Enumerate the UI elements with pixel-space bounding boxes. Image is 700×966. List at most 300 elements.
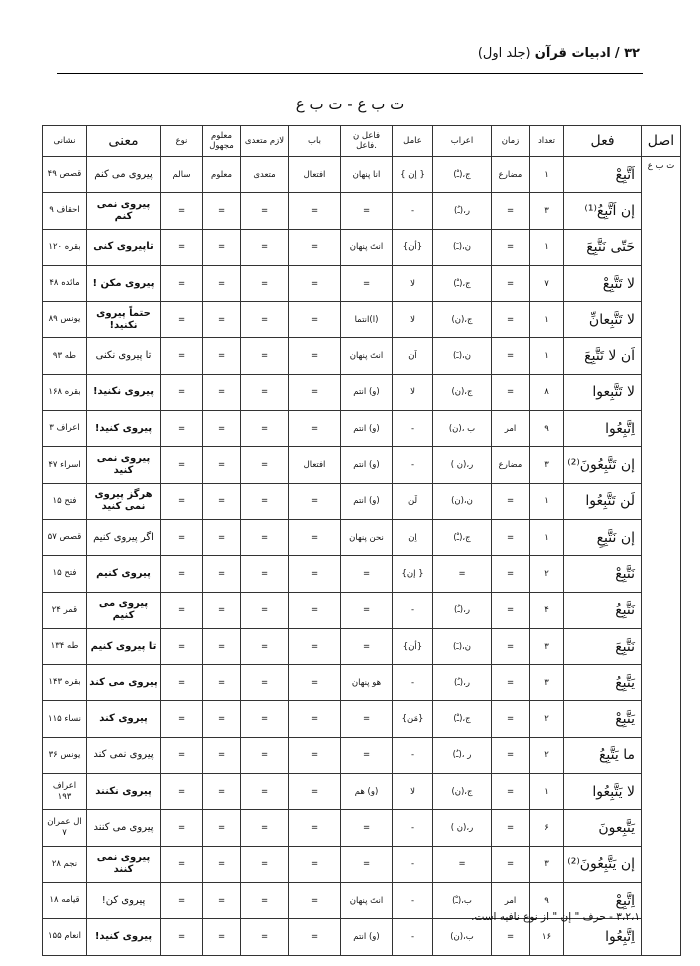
table-row [43,810,681,846]
table-row [43,519,681,555]
cell-amel: - [393,447,433,483]
cell-tense: = [492,374,530,410]
cell-meaning: تاپیروی کنی [87,229,161,265]
table-row [43,556,681,592]
table-row [43,737,681,773]
cell-type: = [161,774,203,810]
cell-fael: (و) انتم [341,919,393,955]
volume-label: (جلد اول) [477,46,531,61]
cell-addr: طه ۱۳۴ [43,628,87,664]
cell-tense: امر [492,882,530,918]
cell-count: ۱۶ [530,919,564,955]
cell-tense: = [492,810,530,846]
cell-fael: (ا)انتما [341,302,393,338]
cell-tense: = [492,592,530,628]
cell-fael: (و) انتم [341,447,393,483]
cell-addr: قصص ۵۷ [43,519,87,555]
cell-fael: = [341,628,393,664]
root-heading: ت ب ع - ت ب ع [295,95,405,113]
cell-fael: (و) انتم [341,374,393,410]
cell-amel: - [393,411,433,447]
cell-verb: اَن لا تَتَّبِعَ [564,338,642,374]
cell-count: ۷ [530,265,564,301]
cell-addr: اعراف ۳ [43,411,87,447]
cell-tense: = [492,302,530,338]
cell-verb: إن يَتَّبِعُونَ⁽²⁾ [564,846,642,882]
col-malum: معلوم مجهول [203,126,241,157]
cell-meaning: تا پیروی کنیم [87,628,161,664]
cell-addr: قیامه ۱۸ [43,882,87,918]
cell-lazem: = [241,810,289,846]
cell-verb: يَتَّبِعْ [564,701,642,737]
footnote: ۳،۲،۱ - حرف " إن " از نوع نافیه است. [471,911,640,923]
cell-irab: ر،(ـُ) [433,193,492,229]
cell-type: = [161,592,203,628]
cell-tense: = [492,628,530,664]
cell-malum: = [203,519,241,555]
cell-addr: انعام ۱۵۵ [43,919,87,955]
cell-count: ۱ [530,519,564,555]
col-bab: باب [289,126,341,157]
col-fel: فعل [564,126,642,157]
cell-verb: يَتَّبِعُ [564,665,642,701]
table-header-row [43,126,681,157]
cell-malum: = [203,701,241,737]
cell-verb: لا يَتَّبِعُوا [564,774,642,810]
cell-type: = [161,229,203,265]
cell-addr: قصص ۴۹ [43,157,87,193]
cell-irab: ن،(ـَ) [433,628,492,664]
cell-irab: ر،(ـُ) [433,592,492,628]
cell-meaning: پیروی نکنند [87,774,161,810]
cell-amel: - [393,592,433,628]
cell-addr: بقره ۱۶۸ [43,374,87,410]
cell-lazem: = [241,592,289,628]
cell-meaning: اگر پیروی کنیم [87,519,161,555]
cell-meaning: پیروی نمی کند [87,737,161,773]
cell-bab: = [289,265,341,301]
cell-verb: اِتَّبِعْ [564,882,642,918]
cell-count: ۱ [530,774,564,810]
cell-verb: نَتَّبِعُ [564,592,642,628]
cell-bab: = [289,882,341,918]
cell-bab: = [289,737,341,773]
cell-lazem: = [241,701,289,737]
table-row [43,302,681,338]
cell-meaning: پیروی کنید! [87,411,161,447]
cell-malum: = [203,229,241,265]
cell-count: ۱ [530,157,564,193]
cell-addr: فتح ۱۵ [43,483,87,519]
cell-verb: اِتَّبِعُوا [564,411,642,447]
cell-fael: = [341,265,393,301]
cell-lazem: = [241,229,289,265]
cell-count: ۳ [530,665,564,701]
cell-bab: = [289,302,341,338]
cell-count: ۱ [530,338,564,374]
table-row [43,411,681,447]
cell-meaning: پیروی نکنید! [87,374,161,410]
cell-meaning: پیروی نمی کنم [87,193,161,229]
cell-meaning: پیروی کند [87,701,161,737]
cell-count: ۸ [530,374,564,410]
cell-bab: = [289,665,341,701]
cell-malum: = [203,374,241,410]
root-cell: ت ب ع [642,157,681,956]
cell-addr: نساء ۱۱۵ [43,701,87,737]
cell-bab: = [289,592,341,628]
cell-malum: = [203,846,241,882]
cell-bab: افتعال [289,157,341,193]
cell-addr: ال عمران ۷ [43,810,87,846]
cell-amel: {أن} [393,229,433,265]
cell-count: ۴ [530,592,564,628]
table-row [43,265,681,301]
cell-bab: = [289,556,341,592]
table-row [43,447,681,483]
cell-lazem: = [241,882,289,918]
cell-malum: = [203,919,241,955]
cell-irab: ج،(ن) [433,774,492,810]
cell-malum: = [203,338,241,374]
table-row [43,338,681,374]
cell-type: = [161,882,203,918]
table-row [43,157,681,193]
cell-tense: = [492,846,530,882]
cell-irab: ر،(ن ) [433,810,492,846]
cell-malum: = [203,265,241,301]
cell-tense: = [492,774,530,810]
cell-fael: = [341,592,393,628]
cell-count: ۳ [530,846,564,882]
cell-addr: یونس ۸۹ [43,302,87,338]
cell-count: ۶ [530,810,564,846]
cell-meaning: پیروی می کنیم [87,592,161,628]
cell-type: = [161,374,203,410]
cell-addr: مائده ۴۸ [43,265,87,301]
cell-lazem: = [241,556,289,592]
cell-addr: احقاف ۹ [43,193,87,229]
header-rule [57,73,643,74]
cell-fael: = [341,737,393,773]
col-address: نشانی [43,126,87,157]
cell-meaning: هرگز پیروی نمی کنید [87,483,161,519]
cell-irab: ب ،(ن) [433,411,492,447]
cell-bab: = [289,483,341,519]
cell-addr: بقره ۱۴۳ [43,665,87,701]
cell-amel: {مَن} [393,701,433,737]
cell-amel: {أن} [393,628,433,664]
cell-amel: - [393,665,433,701]
cell-malum: = [203,592,241,628]
table-row [43,193,681,229]
cell-irab: ن،(ن) [433,483,492,519]
cell-malum: = [203,556,241,592]
cell-verb: إن اَتَّبِعُ⁽¹⁾ [564,193,642,229]
cell-lazem: = [241,302,289,338]
cell-verb: إن تَتَّبِعُونَ⁽²⁾ [564,447,642,483]
cell-addr: فتح ۱۵ [43,556,87,592]
table-row [43,592,681,628]
cell-addr: بقره ۱۲۰ [43,229,87,265]
cell-irab: ج،(ـْ) [433,157,492,193]
cell-tense: = [492,556,530,592]
cell-meaning: پیروی می کند [87,665,161,701]
cell-lazem: = [241,737,289,773]
cell-tense: = [492,229,530,265]
col-fael: فاعل ن .فاعل [341,126,393,157]
cell-irab: ن،(ـَ) [433,229,492,265]
cell-type: = [161,737,203,773]
cell-lazem: = [241,265,289,301]
cell-malum: = [203,882,241,918]
page-header [60,46,640,70]
cell-bab: = [289,846,341,882]
col-amel: عامل [393,126,433,157]
cell-tense: = [492,483,530,519]
cell-meaning: پیروی مکن ! [87,265,161,301]
cell-addr: یونس ۳۶ [43,737,87,773]
cell-count: ۲ [530,701,564,737]
cell-verb: لا تَتَّبِعوا [564,374,642,410]
verb-table [42,125,681,956]
cell-count: ۱ [530,229,564,265]
cell-tense: = [492,665,530,701]
cell-fael: نحن پنهان [341,519,393,555]
cell-amel: - [393,737,433,773]
cell-count: ۹ [530,882,564,918]
cell-tense: امر [492,411,530,447]
cell-tense: = [492,701,530,737]
cell-irab: ر ،(ـُ) [433,737,492,773]
cell-fael: = [341,810,393,846]
cell-malum: = [203,737,241,773]
cell-verb: إن نَتَّبِعِ [564,519,642,555]
cell-fael: = [341,556,393,592]
cell-amel: لا [393,265,433,301]
cell-count: ۱ [530,302,564,338]
cell-addr: طه ۹۳ [43,338,87,374]
col-asl: اصل [642,126,681,157]
cell-tense: = [492,919,530,955]
cell-bab: = [289,701,341,737]
table-body [43,157,681,956]
cell-lazem: متعدی [241,157,289,193]
cell-fael: = [341,193,393,229]
cell-amel: اَن [393,338,433,374]
cell-type: = [161,302,203,338]
cell-amel: { إن } [393,157,433,193]
cell-lazem: = [241,374,289,410]
cell-irab: ب،(ـْ) [433,882,492,918]
table-row [43,229,681,265]
cell-tense: = [492,338,530,374]
cell-type: = [161,519,203,555]
cell-tense: = [492,519,530,555]
cell-count: ۲ [530,737,564,773]
cell-amel: لا [393,374,433,410]
cell-meaning: پیروی کنیم [87,556,161,592]
cell-lazem: = [241,338,289,374]
col-meaning: معنی [87,126,161,157]
cell-bab: = [289,338,341,374]
table-row [43,919,681,955]
cell-irab: ن،(ـَ) [433,338,492,374]
cell-verb: لَن تَتَّبِعُوا [564,483,642,519]
cell-bab: = [289,374,341,410]
cell-irab: = [433,556,492,592]
cell-meaning: تا پیروی نکنی [87,338,161,374]
cell-type: = [161,919,203,955]
table-row [43,483,681,519]
cell-lazem: = [241,846,289,882]
cell-meaning: پیروی می کنند [87,810,161,846]
cell-fael: = [341,846,393,882]
cell-irab: ب،(ن) [433,919,492,955]
cell-type: = [161,846,203,882]
cell-malum: = [203,411,241,447]
cell-tense: = [492,265,530,301]
cell-fael: = [341,701,393,737]
cell-type: = [161,628,203,664]
cell-verb: لا تَتَّبِعْ [564,265,642,301]
cell-bab: افتعال [289,447,341,483]
cell-bab: = [289,519,341,555]
cell-lazem: = [241,411,289,447]
cell-tense: = [492,193,530,229]
col-tense: زمان [492,126,530,157]
cell-type: = [161,701,203,737]
cell-malum: = [203,628,241,664]
book-title: ادبیات قرآن [534,46,611,61]
cell-type: = [161,338,203,374]
col-irab: اعراب [433,126,492,157]
table-row [43,701,681,737]
page-number: ۳۲ / [614,46,640,61]
cell-fael: هو پنهان [341,665,393,701]
cell-addr: قمر ۲۴ [43,592,87,628]
cell-lazem: = [241,483,289,519]
table-row [43,665,681,701]
cell-malum: = [203,302,241,338]
cell-irab: ج،(ن) [433,374,492,410]
table-row [43,628,681,664]
cell-verb: اَتَّبِعْ [564,157,642,193]
cell-malum: = [203,447,241,483]
cell-bab: = [289,628,341,664]
cell-meaning: پیروی می کنم [87,157,161,193]
cell-type: = [161,447,203,483]
cell-verb: حَتّی نَتَّبِعَ [564,229,642,265]
cell-amel: لا [393,774,433,810]
cell-type: = [161,665,203,701]
cell-malum: = [203,774,241,810]
cell-tense: مضارع [492,447,530,483]
cell-bab: = [289,810,341,846]
cell-verb: لا تَتَّبِعانِّ [564,302,642,338]
cell-amel: - [393,193,433,229]
cell-bab: = [289,229,341,265]
cell-type: = [161,483,203,519]
cell-type: = [161,265,203,301]
cell-bab: = [289,411,341,447]
cell-irab: ر،(ن ) [433,447,492,483]
cell-lazem: = [241,919,289,955]
cell-count: ۱ [530,483,564,519]
cell-irab: ج،(ـْ) [433,519,492,555]
cell-bab: = [289,919,341,955]
table-row [43,374,681,410]
cell-count: ۳ [530,193,564,229]
cell-verb: يَتَّبِعونَ [564,810,642,846]
table-row [43,774,681,810]
cell-type: سالم [161,157,203,193]
cell-irab: ج،(ـْ) [433,701,492,737]
cell-lazem: = [241,665,289,701]
cell-lazem: = [241,519,289,555]
cell-verb: نَتَّبِعَ [564,628,642,664]
col-lazem: لازم متعدی [241,126,289,157]
cell-fael: انا پنهان [341,157,393,193]
cell-fael: انتَ پنهان [341,338,393,374]
cell-amel: - [393,810,433,846]
cell-addr: اعراف ۱۹۳ [43,774,87,810]
cell-malum: معلوم [203,157,241,193]
col-count: تعداد [530,126,564,157]
cell-lazem: = [241,447,289,483]
cell-meaning: پیروی کنید! [87,919,161,955]
cell-malum: = [203,483,241,519]
cell-verb: نَتَّبِعْ [564,556,642,592]
cell-malum: = [203,665,241,701]
cell-verb: ما يَتَّبِعُ [564,737,642,773]
cell-irab: ر،(ـُ) [433,665,492,701]
cell-amel: - [393,882,433,918]
cell-fael: (و) هم [341,774,393,810]
cell-type: = [161,556,203,592]
cell-addr: نجم ۲۸ [43,846,87,882]
cell-count: ۹ [530,411,564,447]
cell-malum: = [203,810,241,846]
cell-amel: لَن [393,483,433,519]
cell-verb: اِتَّبِعُوا [564,919,642,955]
cell-count: ۲ [530,556,564,592]
cell-tense: مضارع [492,157,530,193]
cell-irab: ج،(ـْ) [433,265,492,301]
cell-type: = [161,193,203,229]
cell-bab: = [289,774,341,810]
cell-fael: انتَ پنهان [341,882,393,918]
cell-amel: اِن [393,519,433,555]
cell-irab: ج،(ن) [433,302,492,338]
cell-tense: = [492,737,530,773]
cell-addr: اسراء ۴۷ [43,447,87,483]
cell-meaning: پیروی کن! [87,882,161,918]
col-type: نوع [161,126,203,157]
cell-lazem: = [241,774,289,810]
cell-irab: = [433,846,492,882]
cell-malum: = [203,193,241,229]
cell-lazem: = [241,193,289,229]
cell-type: = [161,411,203,447]
cell-meaning: پیروی نمی کنید [87,447,161,483]
cell-amel: - [393,846,433,882]
cell-count: ۳ [530,628,564,664]
cell-bab: = [289,193,341,229]
cell-lazem: = [241,628,289,664]
cell-amel: لا [393,302,433,338]
cell-fael: (و) انتم [341,411,393,447]
